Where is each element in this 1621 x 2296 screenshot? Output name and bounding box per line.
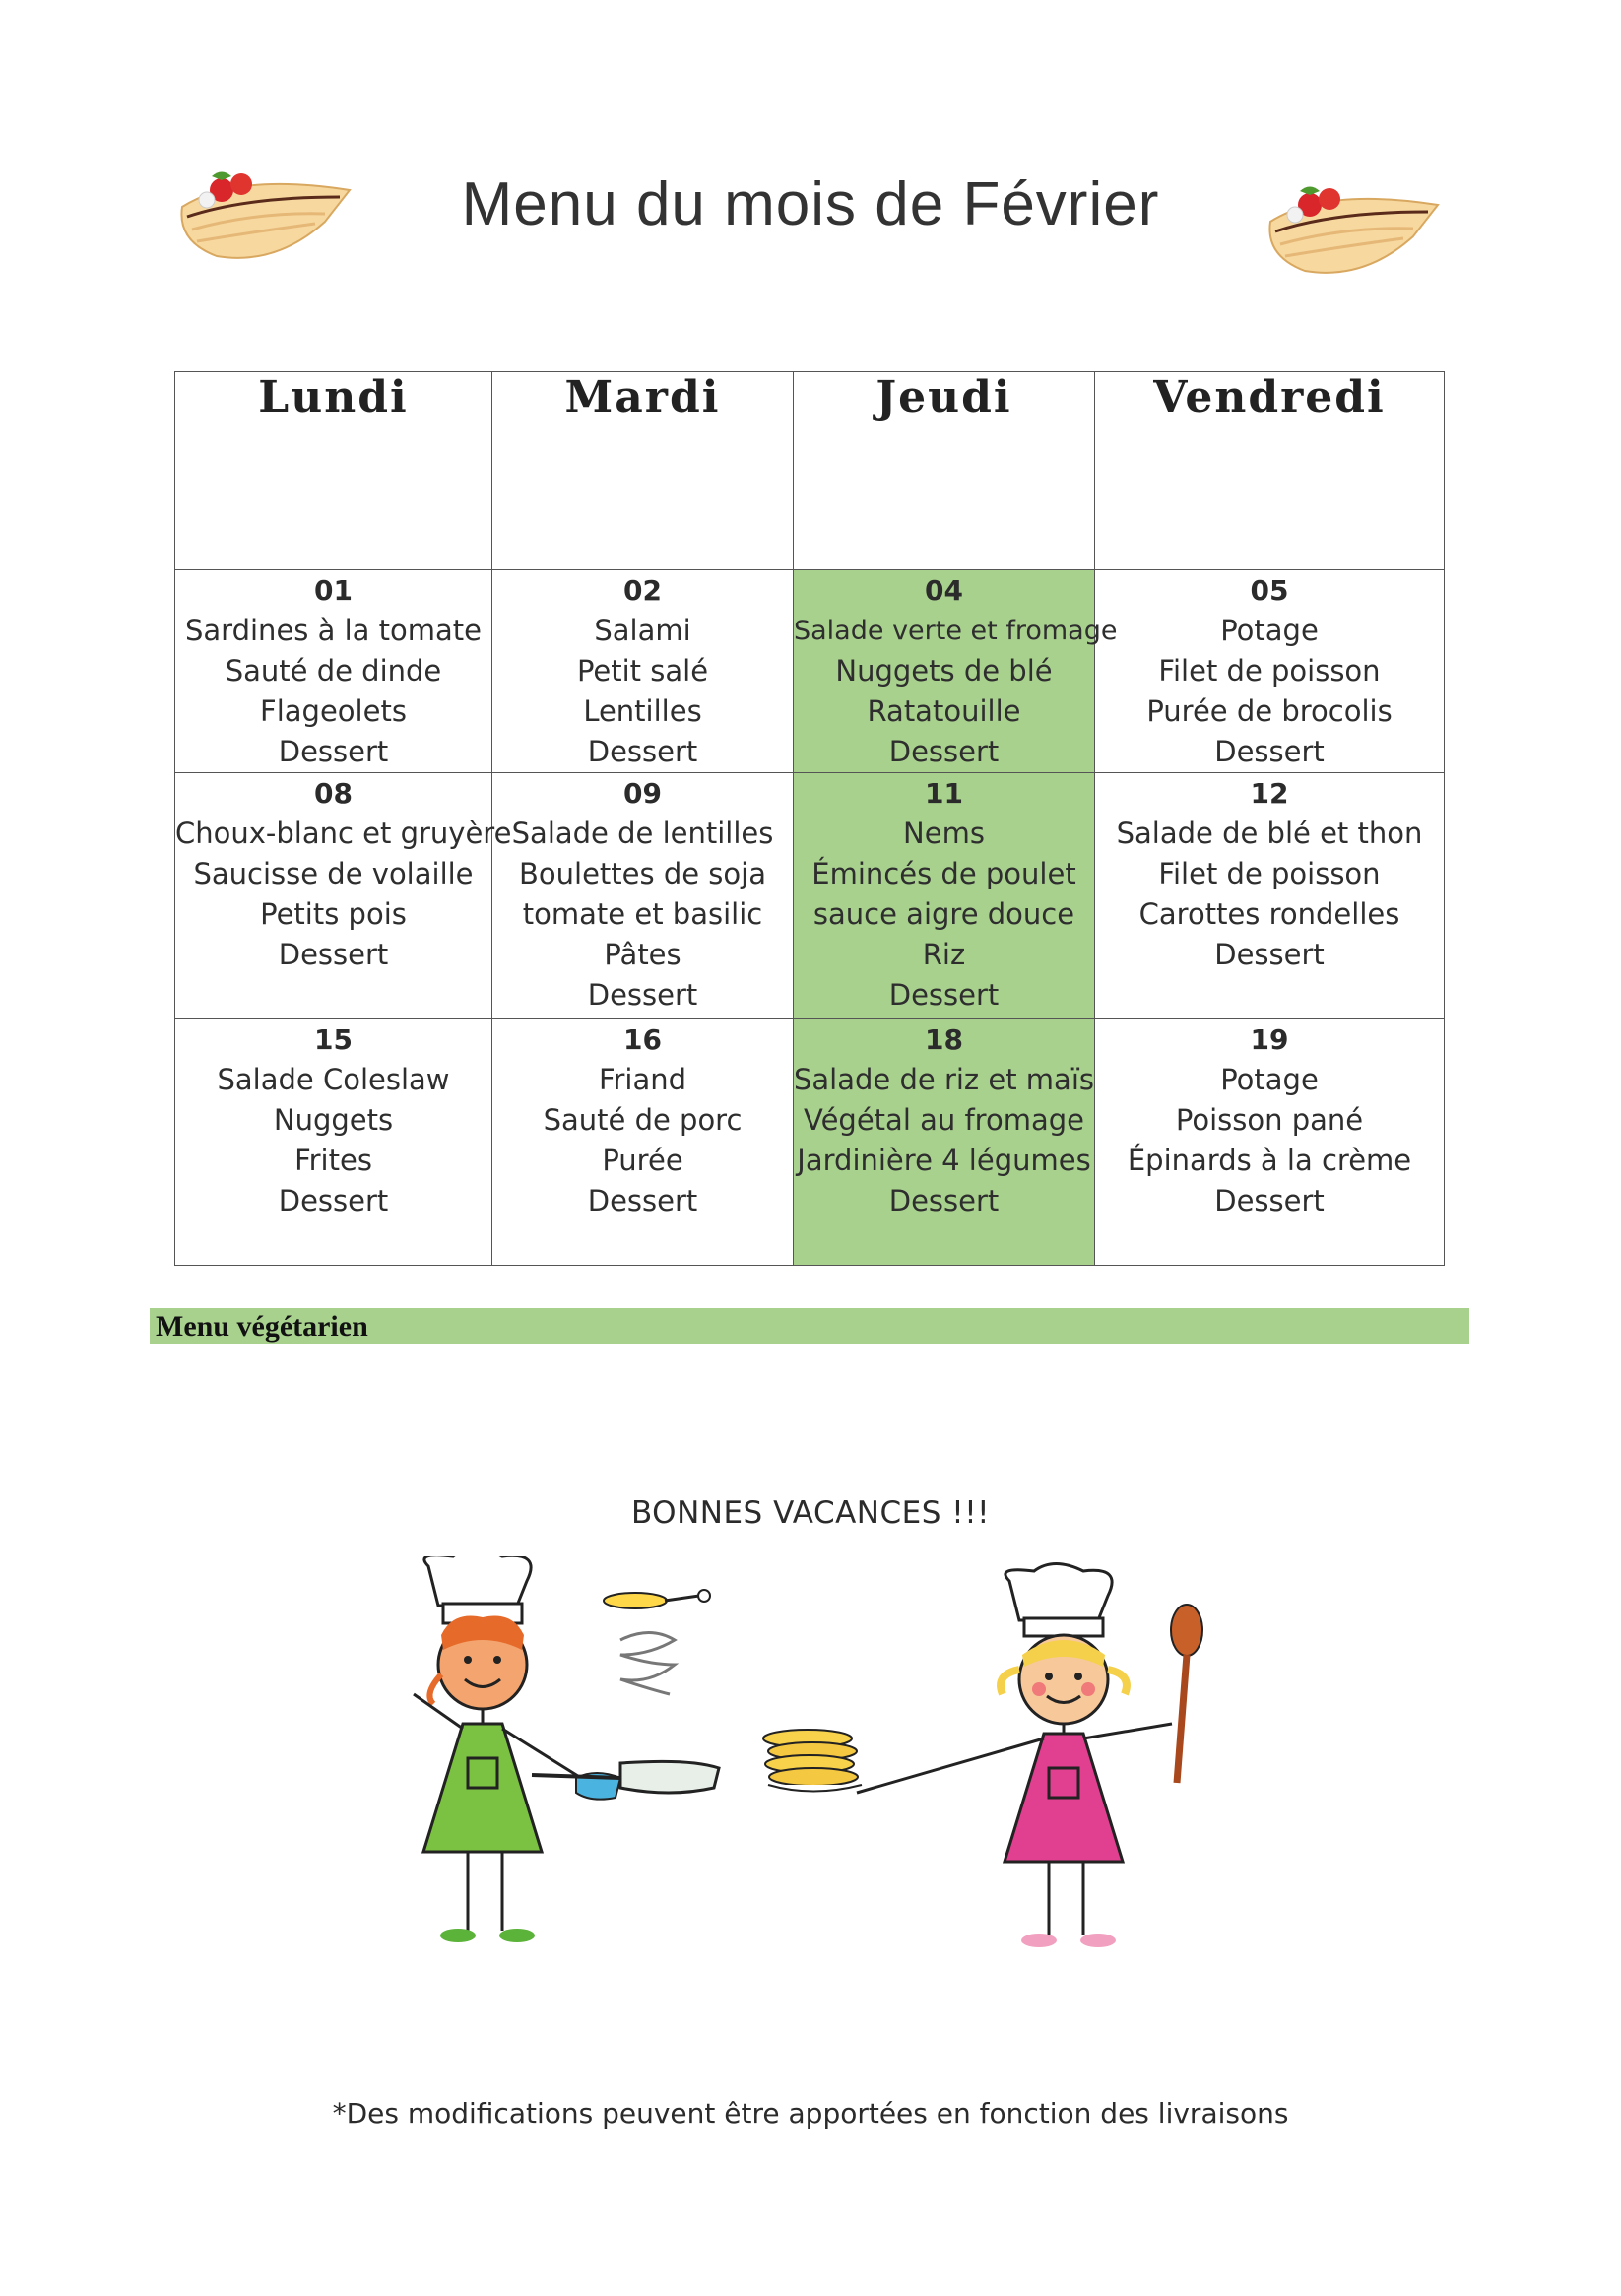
menu-item: Dessert <box>888 1184 1000 1217</box>
menu-item: Sauté de porc <box>543 1103 743 1137</box>
closing-message: BONNES VACANCES !!! <box>630 1495 991 1531</box>
menu-item: Petit salé <box>576 654 709 688</box>
menu-item: Épinards à la crème <box>1127 1144 1412 1177</box>
menu-item: Nuggets <box>273 1103 394 1137</box>
menu-cell-vegetarian <box>794 570 1118 773</box>
menu-cell <box>492 1019 794 1266</box>
pancake-stack <box>763 1730 862 1792</box>
vegetarian-legend-label: Menu végétarien <box>156 1310 368 1343</box>
menu-item: Salade de lentilles <box>511 817 774 850</box>
day-number: 02 <box>623 574 662 607</box>
menu-item: Dessert <box>587 735 698 768</box>
menu-item: Salade Coleslaw <box>217 1063 450 1096</box>
week-row <box>175 1019 1445 1266</box>
flipping-pancake <box>604 1590 710 1694</box>
day-header-row <box>175 372 1445 570</box>
menu-item: Nems <box>903 817 985 850</box>
page-title: Menu du mois de Février <box>461 170 1160 238</box>
day-number: 15 <box>314 1023 353 1056</box>
crepe-illustration-left <box>177 163 355 271</box>
menu-item: Dessert <box>1214 938 1325 971</box>
menu-item: Lentilles <box>583 694 702 728</box>
menu-cell <box>175 1019 492 1266</box>
menu-item: Salade verte et fromage <box>794 616 1118 646</box>
menu-cell-vegetarian <box>794 773 1095 1019</box>
menu-cell <box>492 570 794 773</box>
chef-children-illustration <box>394 1556 1241 2009</box>
menu-item: Sardines à la tomate <box>185 614 482 647</box>
menu-item: Choux-blanc et gruyère <box>175 817 512 850</box>
footnote: *Des modifications peuvent être apportées en fonction des livraisons <box>332 2097 1289 2130</box>
menu-cell <box>1095 570 1445 773</box>
menu-item: Purée <box>602 1144 683 1177</box>
menu-item: Saucisse de volaille <box>193 857 474 890</box>
vegetarian-legend <box>150 1308 1469 1344</box>
menu-item: Petits pois <box>260 897 407 931</box>
girl-chef-figure <box>857 1564 1202 1948</box>
menu-item: Filet de poisson <box>1158 654 1381 688</box>
menu-item: Dessert <box>1214 1184 1325 1217</box>
menu-item: Salade de blé et thon <box>1116 817 1423 850</box>
menu-item: Végétal au fromage <box>804 1103 1084 1137</box>
menu-item: Salami <box>594 614 691 647</box>
day-number: 16 <box>623 1023 662 1056</box>
menu-item: Dessert <box>888 978 1000 1012</box>
day-number: 08 <box>314 777 353 810</box>
menu-item: Sauté de dinde <box>225 654 442 688</box>
menu-item: Ratatouille <box>867 694 1021 728</box>
day-number: 01 <box>314 574 353 607</box>
menu-item: Dessert <box>278 1184 389 1217</box>
frying-pan <box>532 1761 719 1799</box>
day-header-lundi: Lundi <box>175 372 492 570</box>
menu-cell-vegetarian <box>794 1019 1095 1266</box>
menu-item: Riz <box>922 938 966 971</box>
boy-chef-figure <box>414 1556 581 1942</box>
menu-cell <box>175 570 492 773</box>
day-header-mardi: Mardi <box>492 372 794 570</box>
day-number: 18 <box>925 1023 963 1056</box>
menu-item: Potage <box>1220 614 1319 647</box>
crepe-illustration-right <box>1265 177 1443 286</box>
menu-item: sauce aigre douce <box>812 897 1075 931</box>
menu-item: Potage <box>1220 1063 1319 1096</box>
menu-item: Frites <box>294 1144 372 1177</box>
menu-item: Poisson pané <box>1175 1103 1364 1137</box>
menu-cell <box>492 773 794 1019</box>
menu-item: Dessert <box>278 735 389 768</box>
week-row <box>175 773 1445 1019</box>
menu-item: Dessert <box>1214 735 1325 768</box>
menu-item: Dessert <box>888 735 1000 768</box>
week-row <box>175 570 1445 773</box>
menu-item: Nuggets de blé <box>835 654 1053 688</box>
menu-item: Pâtes <box>604 938 681 971</box>
menu-item: Dessert <box>587 978 698 1012</box>
day-number: 09 <box>623 777 662 810</box>
menu-item: Jardinière 4 légumes <box>797 1144 1091 1177</box>
day-number: 12 <box>1250 777 1289 810</box>
menu-item: Salade de riz et maïs <box>794 1063 1094 1096</box>
menu-item: Filet de poisson <box>1158 857 1381 890</box>
day-number: 19 <box>1250 1023 1289 1056</box>
day-number: 11 <box>925 777 963 810</box>
day-header-vendredi: Vendredi <box>1095 372 1445 570</box>
menu-item: Friand <box>598 1063 687 1096</box>
menu-cell <box>1095 773 1445 1019</box>
day-number: 05 <box>1250 574 1289 607</box>
menu-cell <box>1095 1019 1445 1266</box>
menu-item: Dessert <box>278 938 389 971</box>
menu-item: Émincés de poulet <box>811 857 1076 890</box>
day-header-jeudi: Jeudi <box>794 372 1095 570</box>
menu-item: tomate et basilic <box>522 897 763 931</box>
menu-table <box>174 371 1445 1266</box>
menu-item: Dessert <box>587 1184 698 1217</box>
menu-item: Purée de brocolis <box>1146 694 1393 728</box>
menu-item: Flageolets <box>260 694 407 728</box>
menu-cell <box>175 773 512 1019</box>
menu-item: Boulettes de soja <box>519 857 766 890</box>
menu-item: Carottes rondelles <box>1138 897 1400 931</box>
day-number: 04 <box>925 574 963 607</box>
